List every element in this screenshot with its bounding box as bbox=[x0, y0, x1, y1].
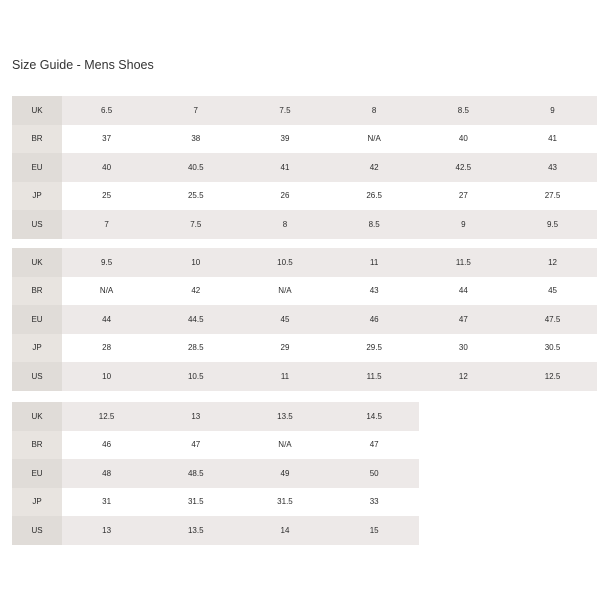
size-cell: 8 bbox=[240, 210, 329, 239]
size-cell: 13.5 bbox=[151, 516, 240, 545]
size-row-uk bbox=[12, 402, 419, 431]
size-row-us bbox=[12, 516, 419, 545]
size-cell: 10 bbox=[62, 362, 151, 391]
size-cell: N/A bbox=[330, 125, 419, 154]
size-row-uk bbox=[12, 96, 597, 125]
size-cell: 47.5 bbox=[508, 305, 597, 334]
size-cell: 40 bbox=[419, 125, 508, 154]
size-cell: 44 bbox=[62, 305, 151, 334]
size-cell: 47 bbox=[151, 431, 240, 460]
size-cell: 27 bbox=[419, 182, 508, 211]
size-cell: 38 bbox=[151, 125, 240, 154]
row-header: JP bbox=[12, 182, 62, 211]
size-cell: 29 bbox=[240, 334, 329, 363]
row-header: JP bbox=[12, 488, 62, 517]
size-cell: N/A bbox=[240, 277, 329, 306]
size-cell: 7.5 bbox=[240, 96, 329, 125]
size-row-us bbox=[12, 362, 597, 391]
size-cell: 14.5 bbox=[330, 402, 419, 431]
size-row-jp bbox=[12, 488, 419, 517]
row-header: US bbox=[12, 516, 62, 545]
size-cell: 43 bbox=[330, 277, 419, 306]
size-cell: 7 bbox=[62, 210, 151, 239]
size-cell: 9.5 bbox=[62, 248, 151, 277]
size-cell: 46 bbox=[62, 431, 151, 460]
size-table-1 bbox=[12, 96, 597, 239]
size-cell: 42 bbox=[151, 277, 240, 306]
size-cell: 42 bbox=[330, 153, 419, 182]
size-cell: 11.5 bbox=[419, 248, 508, 277]
size-cell: 8.5 bbox=[419, 96, 508, 125]
row-header: BR bbox=[12, 277, 62, 306]
size-cell: 40 bbox=[62, 153, 151, 182]
row-header: US bbox=[12, 362, 62, 391]
row-header: UK bbox=[12, 96, 62, 125]
size-cell: 12.5 bbox=[508, 362, 597, 391]
size-row-br bbox=[12, 125, 597, 154]
row-header: US bbox=[12, 210, 62, 239]
size-cell: 10.5 bbox=[240, 248, 329, 277]
size-row-jp bbox=[12, 182, 597, 211]
size-cell: 15 bbox=[330, 516, 419, 545]
size-cell: 42.5 bbox=[419, 153, 508, 182]
row-header: JP bbox=[12, 334, 62, 363]
size-cell: 44 bbox=[419, 277, 508, 306]
size-row-br bbox=[12, 431, 419, 460]
size-cell: 12.5 bbox=[62, 402, 151, 431]
size-cell: 9 bbox=[419, 210, 508, 239]
size-row-eu bbox=[12, 459, 419, 488]
size-table-3 bbox=[12, 402, 419, 545]
size-cell: 13.5 bbox=[240, 402, 329, 431]
size-cell: 46 bbox=[330, 305, 419, 334]
size-cell: 9 bbox=[508, 96, 597, 125]
size-cell: 41 bbox=[508, 125, 597, 154]
size-row-jp bbox=[12, 334, 597, 363]
size-cell: 41 bbox=[240, 153, 329, 182]
size-cell: 12 bbox=[419, 362, 508, 391]
row-header: UK bbox=[12, 402, 62, 431]
size-table-2 bbox=[12, 248, 597, 391]
size-cell: 45 bbox=[240, 305, 329, 334]
row-header: EU bbox=[12, 305, 62, 334]
size-cell: N/A bbox=[240, 431, 329, 460]
page-title: Size Guide - Mens Shoes bbox=[12, 58, 154, 72]
size-cell: 11.5 bbox=[330, 362, 419, 391]
size-row-br bbox=[12, 277, 597, 306]
size-row-us bbox=[12, 210, 597, 239]
size-cell: 26 bbox=[240, 182, 329, 211]
size-cell: 14 bbox=[240, 516, 329, 545]
size-cell: 11 bbox=[240, 362, 329, 391]
size-cell: 10 bbox=[151, 248, 240, 277]
size-cell: 30 bbox=[419, 334, 508, 363]
size-cell: 30.5 bbox=[508, 334, 597, 363]
size-cell: 39 bbox=[240, 125, 329, 154]
size-cell: 44.5 bbox=[151, 305, 240, 334]
size-row-eu bbox=[12, 305, 597, 334]
size-cell: 49 bbox=[240, 459, 329, 488]
size-cell: 7 bbox=[151, 96, 240, 125]
size-cell: 47 bbox=[419, 305, 508, 334]
size-cell: 13 bbox=[62, 516, 151, 545]
size-cell: 25.5 bbox=[151, 182, 240, 211]
size-cell: 31.5 bbox=[151, 488, 240, 517]
size-cell: 37 bbox=[62, 125, 151, 154]
size-cell: 11 bbox=[330, 248, 419, 277]
size-cell: 50 bbox=[330, 459, 419, 488]
size-cell: 31 bbox=[62, 488, 151, 517]
size-cell: 48.5 bbox=[151, 459, 240, 488]
size-cell: 28.5 bbox=[151, 334, 240, 363]
row-header: EU bbox=[12, 153, 62, 182]
size-cell: N/A bbox=[62, 277, 151, 306]
size-cell: 7.5 bbox=[151, 210, 240, 239]
size-cell: 8 bbox=[330, 96, 419, 125]
size-cell: 6.5 bbox=[62, 96, 151, 125]
size-cell: 31.5 bbox=[240, 488, 329, 517]
size-cell: 28 bbox=[62, 334, 151, 363]
size-cell: 9.5 bbox=[508, 210, 597, 239]
size-cell: 47 bbox=[330, 431, 419, 460]
size-row-uk bbox=[12, 248, 597, 277]
size-cell: 8.5 bbox=[330, 210, 419, 239]
size-cell: 45 bbox=[508, 277, 597, 306]
size-row-eu bbox=[12, 153, 597, 182]
size-cell: 40.5 bbox=[151, 153, 240, 182]
row-header: UK bbox=[12, 248, 62, 277]
size-cell: 26.5 bbox=[330, 182, 419, 211]
size-cell: 29.5 bbox=[330, 334, 419, 363]
size-cell: 10.5 bbox=[151, 362, 240, 391]
row-header: BR bbox=[12, 431, 62, 460]
row-header: BR bbox=[12, 125, 62, 154]
size-cell: 12 bbox=[508, 248, 597, 277]
row-header: EU bbox=[12, 459, 62, 488]
size-cell: 33 bbox=[330, 488, 419, 517]
size-cell: 13 bbox=[151, 402, 240, 431]
size-cell: 25 bbox=[62, 182, 151, 211]
size-cell: 43 bbox=[508, 153, 597, 182]
size-cell: 48 bbox=[62, 459, 151, 488]
size-cell: 27.5 bbox=[508, 182, 597, 211]
